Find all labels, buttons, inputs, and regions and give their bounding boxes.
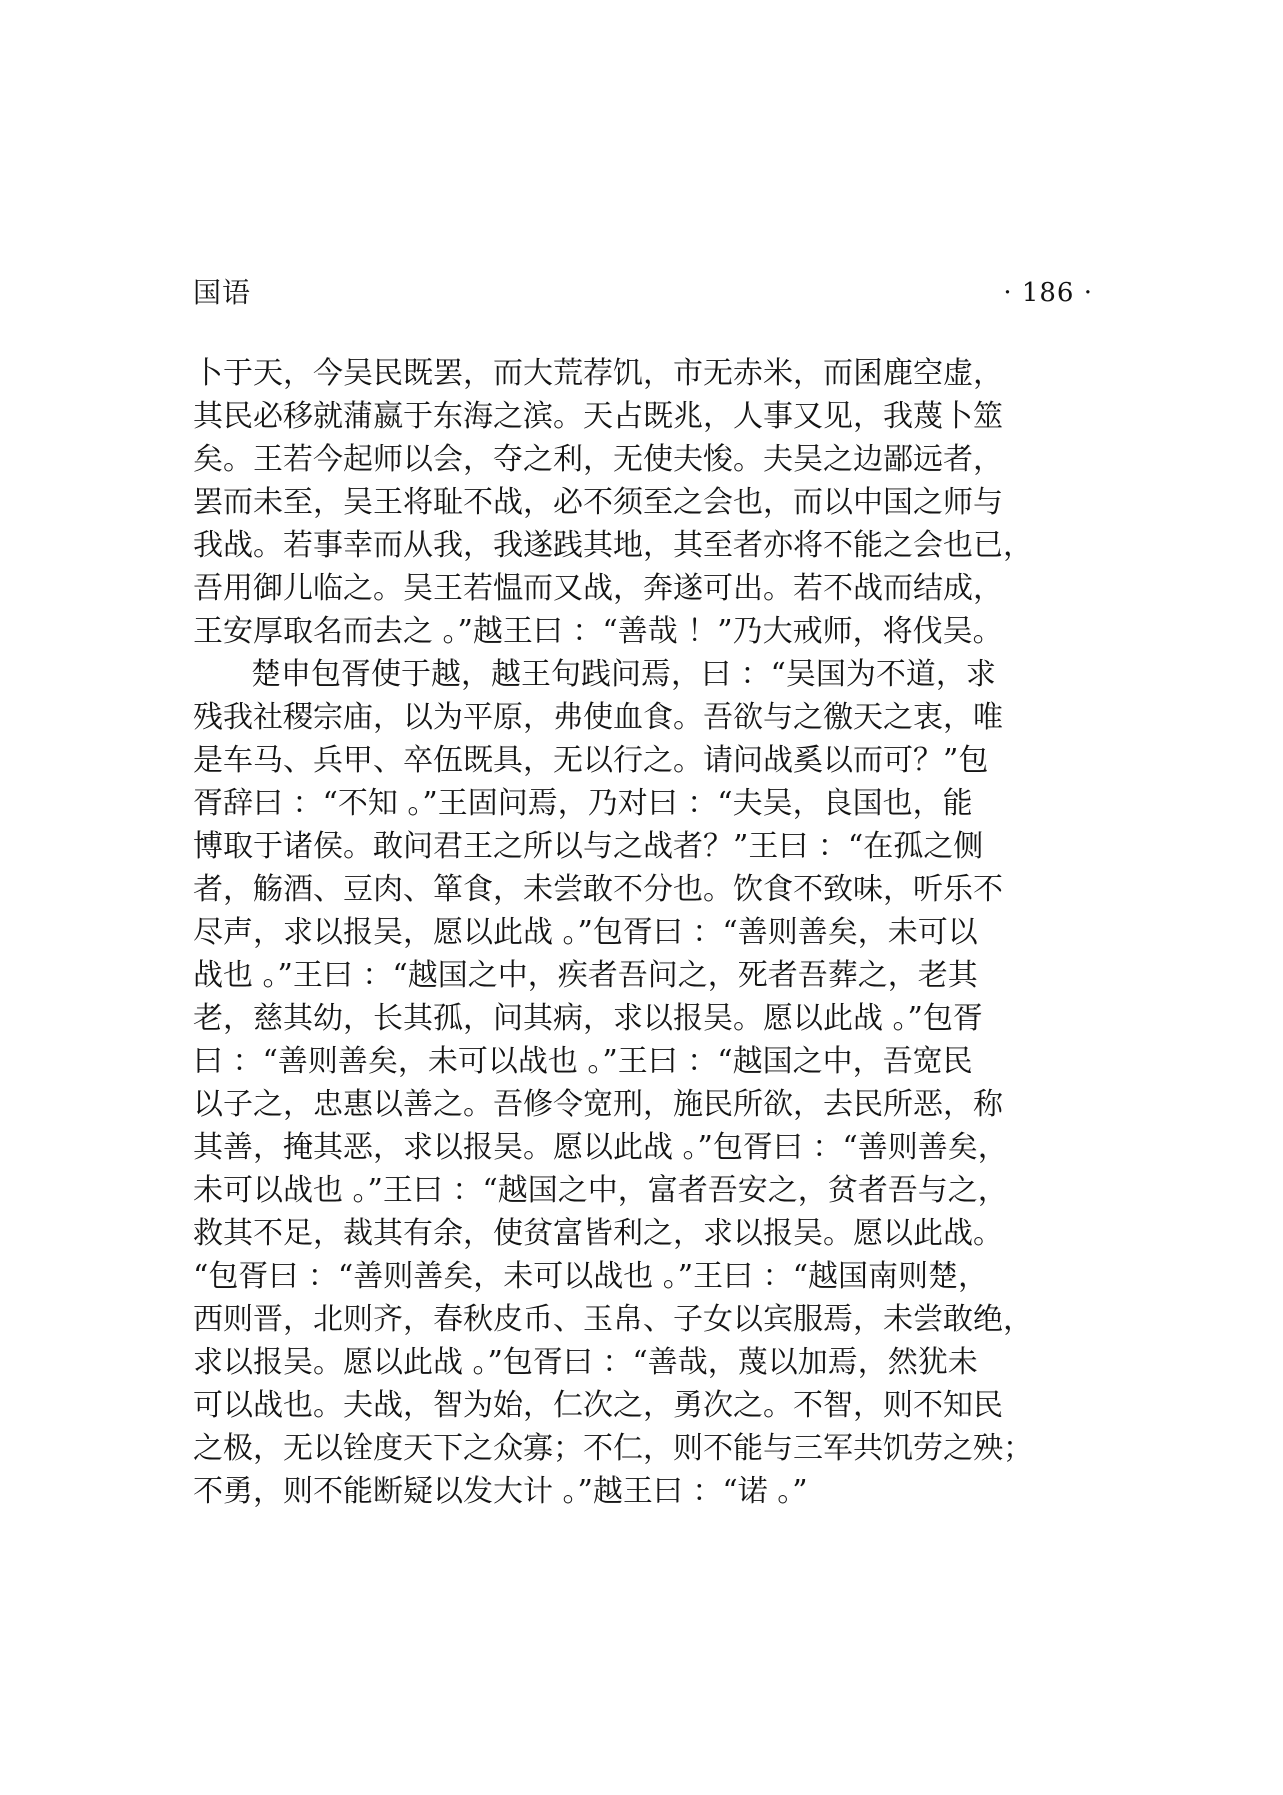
text-line: 其民必移就蒲嬴于东海之滨。天占既兆，人事又见，我蔑卜筮 <box>193 399 1003 434</box>
text-line: 胥辞曰 ：“不知 。”王固问焉，乃对曰 ：“夫吴，良国也，能 <box>193 786 973 821</box>
text-line: 战也 。”王曰 ：“越国之中，疾者吾问之，死者吾葬之，老其 <box>193 958 978 993</box>
text-line: 罢而未至，吴王将耻不战，必不须至之会也，而以中国之师与 <box>193 485 1003 520</box>
text-line: 卜于天，今吴民既罢，而大荒荐饥，市无赤米，而囷鹿空虚， <box>193 356 1003 391</box>
text-line: 之极，无以铨度天下之众寡；不仁，则不能与三军共饥劳之殃； <box>193 1431 1033 1466</box>
text-line: 尽声，求以报吴，愿以此战 。”包胥曰 ：“善则善矣，未可以 <box>193 915 978 950</box>
text-line: 其善，掩其恶，求以报吴。愿以此战 。”包胥曰 ：“善则善矣， <box>193 1130 1008 1165</box>
text-line: 不勇，则不能断疑以发大计 。”越王曰 ：“诺 。” <box>193 1474 808 1509</box>
text-line: 未可以战也 。”王曰 ：“越国之中，富者吾安之，贫者吾与之， <box>193 1173 1008 1208</box>
text-line: 求以报吴。愿以此战 。”包胥曰 ：“善哉，蔑以加焉，然犹未 <box>193 1345 978 1380</box>
paragraph-start-line: 楚申包胥使于越，越王句践问焉，曰 ：“吴国为不道，求 <box>251 657 996 692</box>
text-line: 救其不足，裁其有余，使贫富皆利之，求以报吴。愿以此战。 <box>193 1216 1003 1251</box>
text-line: “包胥曰 ：“善则善矣，未可以战也 。”王曰 ：“越国南则楚， <box>193 1259 988 1294</box>
text-line: 残我社稷宗庙，以为平原，弗使血食。吾欲与之徼天之衷，唯 <box>193 700 1003 735</box>
text-line: 吾用御儿临之。吴王若愠而又战，奔遂可出。若不战而结成， <box>193 571 1003 606</box>
text-line: 王安厚取名而去之 。”越王曰 ：“善哉 ！”乃大戒师，将伐吴。 <box>193 614 1003 649</box>
body-text <box>193 352 1098 1513</box>
text-line: 是车马、兵甲、卒伍既具，无以行之。请问战奚以而可？”包 <box>193 743 989 778</box>
book-title: 国语 <box>193 276 252 309</box>
text-line: 老，慈其幼，长其孤，问其病，求以报吴。愿以此战 。”包胥 <box>193 1001 983 1036</box>
text-line: 博取于诸侯。敢问君王之所以与之战者？”王曰 ：“在孤之侧 <box>193 829 984 864</box>
text-line: 以子之，忠惠以善之。吾修令宽刑，施民所欲，去民所恶，称 <box>193 1087 1003 1122</box>
page-number: · 186 · <box>1003 278 1093 308</box>
text-line: 者，觞酒、豆肉、箪食，未尝敢不分也。饮食不致味，听乐不 <box>193 872 1003 907</box>
text-line: 可以战也。夫战，智为始，仁次之，勇次之。不智，则不知民 <box>193 1388 1003 1423</box>
text-line: 曰 ：“善则善矣，未可以战也 。”王曰 ：“越国之中，吾宽民 <box>193 1044 973 1079</box>
text-line: 我战。若事幸而从我，我遂践其地，其至者亦将不能之会也已， <box>193 528 1033 563</box>
text-line: 西则晋，北则齐，春秋皮币、玉帛、子女以宾服焉，未尝敢绝， <box>193 1302 1033 1337</box>
text-line: 矣。王若今起师以会，夺之利，无使夫悛。夫吴之边鄙远者， <box>193 442 1003 477</box>
page-header <box>193 268 1093 318</box>
